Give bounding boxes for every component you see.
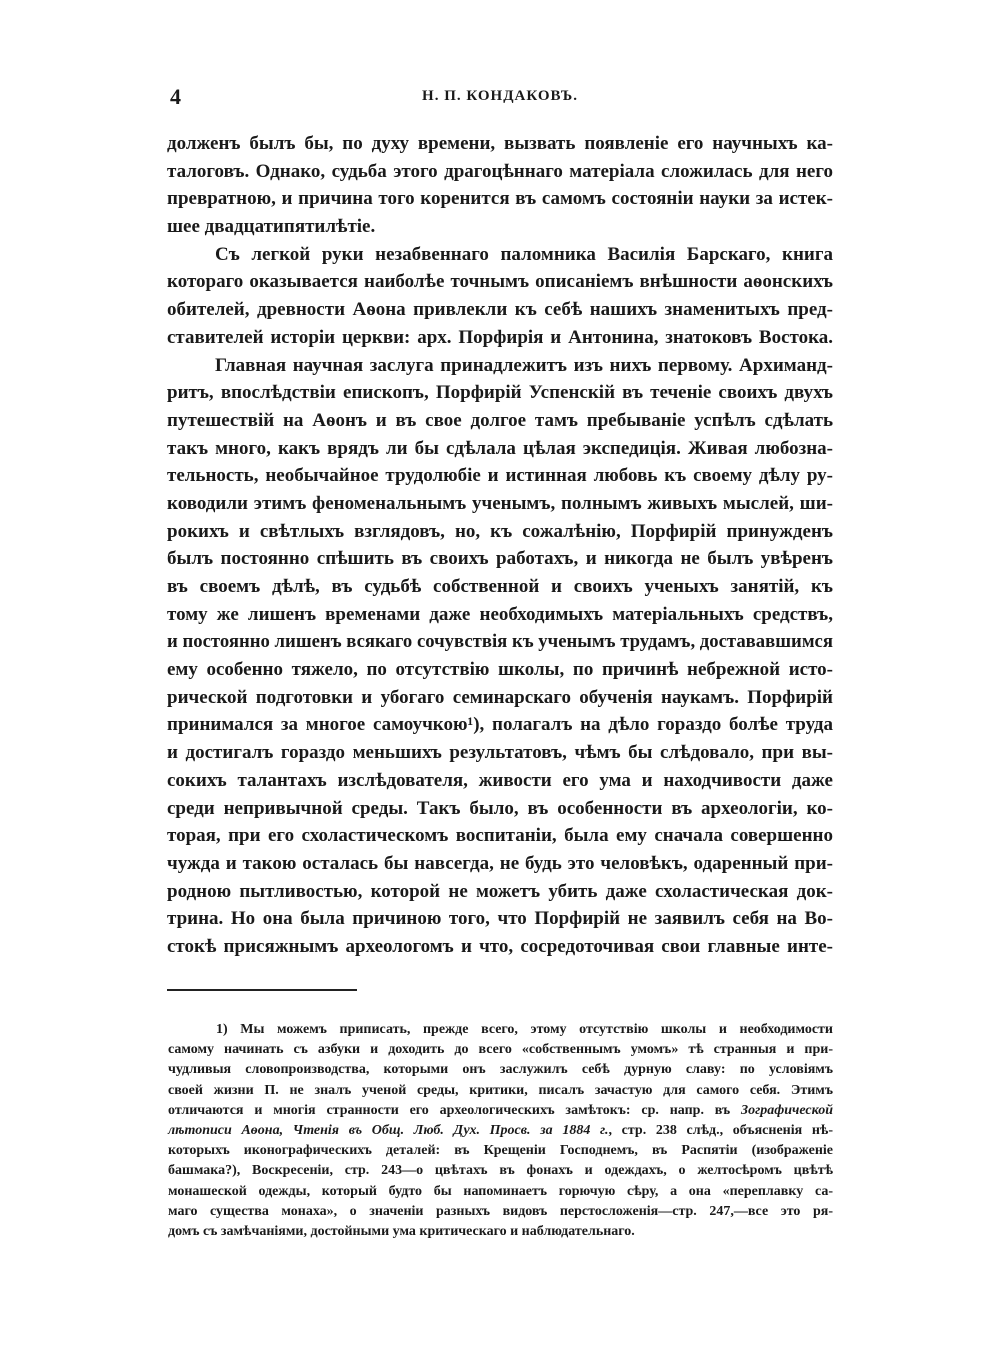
italic-citation: лѣтописи Аѳона, Чтенія въ Общ. Люб. Дух. Просв. за 1884 г.	[168, 1122, 609, 1138]
footnote-text: самому начинать съ азбуки и доходить до всего «собственнымъ умомъ» тѣ странныя и при-	[168, 1042, 833, 1058]
page-number: 4	[170, 84, 181, 109]
text-line-content: превратною, и причина того коренится въ самомъ состояніи науки за истек-	[167, 188, 833, 210]
text-line	[167, 490, 833, 518]
text-line-content: и постоянно лишенъ всякаго сочувствія къ ученымъ трудамъ, достававшимся	[167, 631, 833, 653]
text-line	[167, 684, 833, 712]
text-line-content: принимался за многое самоучкою¹), полагалъ на дѣло гораздо болѣе труда	[167, 714, 833, 736]
text-line-content: тельность, необычайное трудолюбіе и истинная любовь къ своему дѣлу ру-	[167, 465, 833, 487]
text-line-content: ководили этимъ феноменальнымъ ученымъ, полнымъ живыхъ мыслей, ши-	[167, 492, 833, 514]
text-line-content: ритъ, впослѣдствіи епископъ, Порфирій Успенскій въ теченіе своихъ двухъ	[167, 382, 833, 404]
text-line-content: ему особенно тяжело, по отсутствію школы, по причинѣ небрежной исто-	[167, 659, 833, 681]
text-line	[167, 878, 833, 906]
text-line-content: шее двадцатипятилѣтіе.	[167, 216, 376, 238]
text-line-content: стокѣ присяжнымъ археологомъ и что, сосредоточивая свои главные инте-	[167, 935, 833, 957]
text-line	[167, 933, 833, 961]
text-line-content: торая, при его схоластическомъ воспитаніи, была ему сначала совершенно	[167, 825, 833, 847]
text-line-content: талоговъ. Однако, судьба этого драгоцѣннаго матеріала сложилась для него	[167, 160, 833, 182]
text-line	[167, 158, 833, 186]
footnote-line	[168, 1121, 833, 1141]
italic-citation: Зографической	[740, 1102, 833, 1118]
footnote-line	[168, 1202, 833, 1222]
footnote-line	[168, 1101, 833, 1121]
text-line	[167, 379, 833, 407]
text-line-content: рической подготовки и убогаго семинарскаго обученія наукамъ. Порфирій	[167, 686, 833, 708]
footnote-text: домъ съ замѣчаніями, достойными ума критическаго и наблюдательнаго.	[168, 1223, 635, 1239]
text-line	[167, 185, 833, 213]
text-line	[167, 213, 833, 241]
text-line	[167, 407, 833, 435]
text-line	[167, 656, 833, 684]
text-line-content: былъ постоянно спѣшить въ своихъ работахъ, и никогда не былъ увѣренъ	[167, 548, 833, 570]
text-line	[167, 601, 833, 629]
footnote-line	[168, 1040, 833, 1060]
text-line-content: путешествій на Аѳонъ и въ свое долгое тамъ пребываніе успѣлъ сдѣлать	[167, 409, 833, 431]
footnote-text: маго существа монаха», о значеніи разныхъ видовъ перстосложенія—стр. 247,—все это ря-	[168, 1203, 833, 1219]
footnote-text: , стр. 238 слѣд., объясненія нѣ-	[608, 1122, 833, 1138]
text-line	[167, 435, 833, 463]
text-line-content: и достигалъ гораздо меньшихъ результатовъ, чѣмъ бы слѣдовало, при вы-	[167, 742, 833, 764]
text-line-content: тому же лишенъ временами даже необходимыхъ матеріальныхъ средствъ,	[167, 603, 833, 625]
text-line-content: ставителей исторіи церкви: арх. Порфирія и Антонина, знатоковъ Востока.	[167, 326, 833, 348]
text-line	[167, 850, 833, 878]
text-line	[167, 573, 833, 601]
text-line	[167, 767, 833, 795]
text-line-content: рокихъ и свѣтлыхъ взглядовъ, но, къ сожалѣнію, Порфирій принужденъ	[167, 520, 833, 542]
footnote-line	[168, 1161, 833, 1181]
text-line-content: долженъ былъ бы, по духу времени, вызвать появленіе его научныхъ ка-	[167, 133, 833, 154]
running-title: Н. П. КОНДАКОВЪ.	[422, 88, 578, 104]
text-line-content: Главная научная заслуга принадлежитъ изъ нихъ первому. Архиманд-	[215, 354, 833, 376]
text-line	[167, 296, 833, 324]
text-line-content: родною пытливостью, которой не можетъ убить даже схоластическая док-	[167, 880, 833, 902]
text-line-content: Съ легкой руки незабвеннаго паломника Василія Барскаго, книга	[215, 243, 833, 265]
text-line	[167, 545, 833, 573]
footnote-text: монашеской одежды, который будто бы напоминаетъ горючую сѣру, а она «переплавку са-	[168, 1183, 833, 1199]
text-line-content: сокихъ талантахъ изслѣдователя, живости его ума и находчивости даже	[167, 769, 833, 791]
text-line-content: трина. Но она была причиною того, что Порфирій не заявилъ себя на Во-	[167, 908, 833, 930]
text-line	[167, 241, 833, 269]
text-line	[167, 518, 833, 546]
text-line-content: обителей, древности Аѳона привлекли къ себѣ нашихъ знаменитыхъ пред-	[167, 299, 833, 321]
text-line-content: такъ много, какъ врядъ ли бы сдѣлала цѣлая экспедиція. Живая любозна-	[167, 437, 833, 459]
footnote-line	[168, 1182, 833, 1202]
text-line	[167, 795, 833, 823]
footnote-text: башмака?), Воскресеніи, стр. 243—о цвѣтахъ въ фонахъ и одеждахъ, о желтосѣромъ цвѣтѣ	[168, 1163, 833, 1179]
text-line-content: чужда и такою осталась бы навсегда, не будь это человѣкъ, одаренный при-	[167, 852, 833, 874]
footnote-line	[168, 1081, 833, 1101]
main-text	[167, 130, 833, 961]
footnote-line	[168, 1222, 833, 1242]
text-line	[167, 352, 833, 380]
text-line	[167, 739, 833, 767]
text-line-content: среди непривычной среды. Такъ было, въ особенности въ археологіи, ко-	[167, 797, 833, 819]
text-line	[167, 628, 833, 656]
text-line	[167, 130, 833, 158]
footnote-text: отличаются и многія странности его археологическихъ замѣтокъ: ср. напр. въ	[168, 1102, 741, 1118]
text-line	[167, 905, 833, 933]
footnote	[168, 1020, 833, 1242]
footnote-text: чудливыя словопроизводства, которыми онъ заслужилъ себѣ дурную славу: по условіямъ	[168, 1062, 833, 1078]
footnote-line	[168, 1060, 833, 1080]
text-line-content: въ своемъ дѣлѣ, въ судьбѣ собственной и своихъ ученыхъ занятій, къ	[167, 576, 833, 597]
text-line	[167, 268, 833, 296]
footnote-line	[168, 1141, 833, 1161]
text-line	[167, 822, 833, 850]
text-line-content: котораго оказывается наиболѣе точнымъ описаніемъ внѣшности аѳонскихъ	[167, 271, 833, 293]
footnote-text: 1) Мы можемъ приписать, прежде всего, этому отсутствію школы и необходимости	[216, 1022, 833, 1037]
footnote-separator	[167, 989, 357, 991]
footnote-text: которыхъ иконографическихъ деталей: въ Крещеніи Господнемъ, въ Распятіи (изображеніе	[168, 1143, 833, 1159]
text-line	[167, 324, 833, 352]
footnote-line	[168, 1020, 833, 1040]
text-line	[167, 711, 833, 739]
text-line	[167, 462, 833, 490]
footnote-text: своей жизни П. не зналъ ученой среды, критики, писалъ зачастую для самого себя. Этимъ	[168, 1082, 833, 1098]
